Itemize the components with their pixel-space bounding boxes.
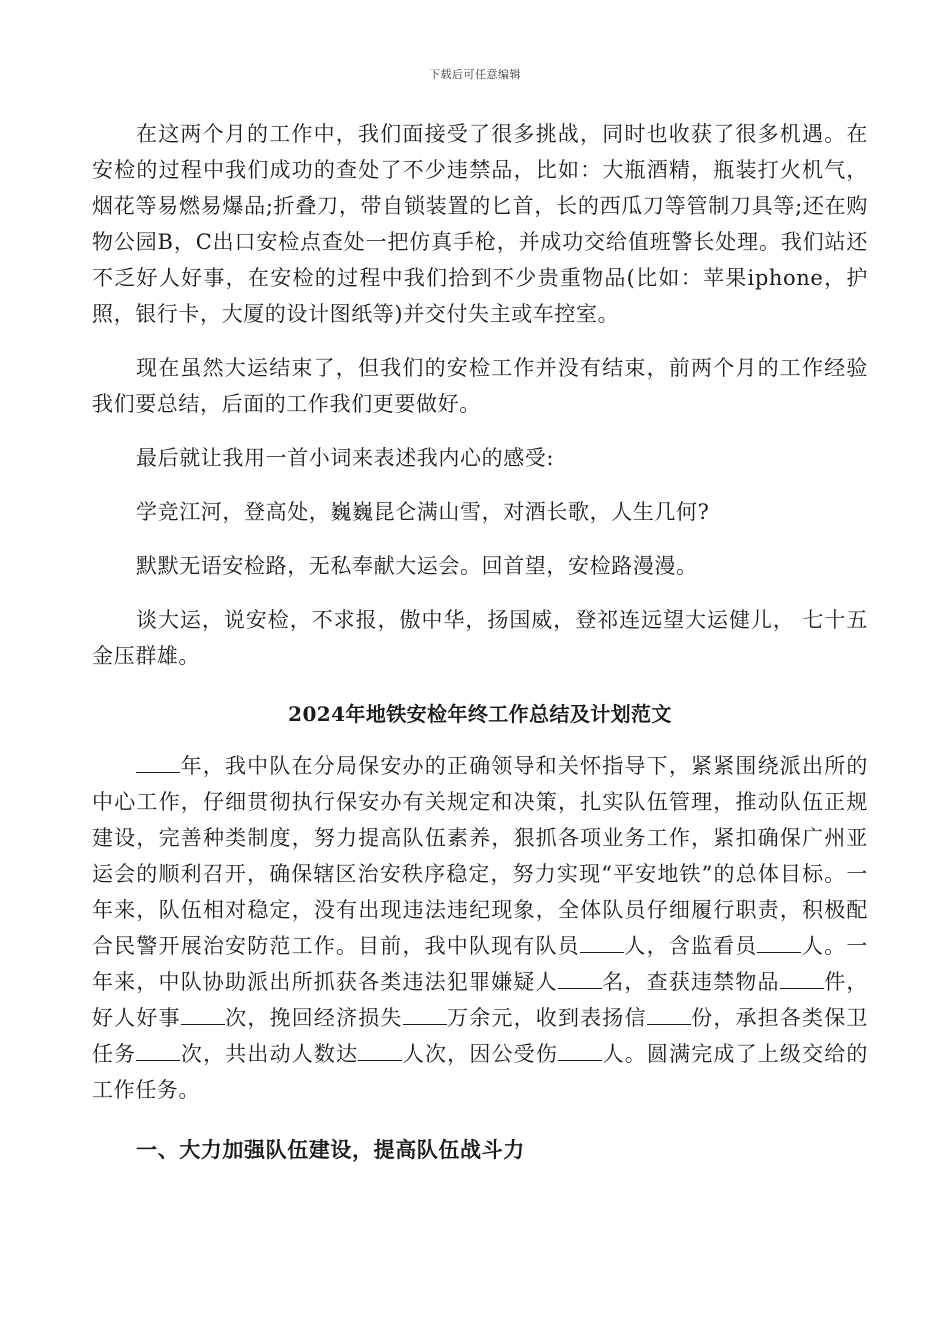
header-note: 下载后可任意编辑	[429, 68, 521, 81]
document-body	[92, 116, 868, 1168]
paragraph-challenges: 在这两个月的工作中，我们面接受了很多挑战，同时也收获了很多机遇。在安检的过程中我们成功的查处了不少违禁品，比如：大瓶酒精，瓶装打火机气，烟花等易燃易爆品;折叠刀，带自锁装置的匕首，长的西瓜刀等管制刀具等;还在购物公园B，C出口安检点查处一把仿真手枪，并成功交给值班警长处理。我们站还不乏好人好事，在安检的过程中我们拾到不少贵重物品(比如：苹果iphone，护照，银行卡，大厦的设计图纸等)并交付失主或车控室。	[92, 122, 868, 326]
summary-text-7: 万余元，收到表扬信	[446, 1006, 647, 1030]
summary-text-10: 人次，因公受伤	[402, 1042, 558, 1066]
section-heading-1: 一、大力加强队伍建设，提高队伍战斗力	[136, 1137, 525, 1162]
summary-text-5: 件，好人好事	[92, 970, 868, 1030]
summary-text-9: 次，共出动人数达	[180, 1042, 359, 1066]
fill-blank	[136, 1040, 180, 1061]
fill-blank	[181, 1004, 225, 1025]
poem-line-1: 学竞江河，登高处，巍巍昆仑满山雪，对酒长歌，人生几何?	[136, 500, 710, 524]
summary-text-2: 人，含监看员	[623, 934, 758, 958]
fill-blank	[580, 932, 624, 953]
summary-text-11: 人。圆满完成了上级交给的工作任务。	[92, 1042, 869, 1102]
poem-line-3: 谈大运，说安检，不求报，傲中华，扬国威，登祁连远望大运健儿， 七十五金压群雄。	[92, 608, 868, 668]
fill-blank	[647, 1004, 691, 1025]
summary-paragraph	[92, 748, 868, 1108]
poem-line-2: 默默无语安检路，无私奉献大运会。回首望，安检路漫漫。	[136, 554, 698, 578]
fill-blank	[757, 932, 801, 953]
section-title: 2024年地铁安检年终工作总结及计划范文	[288, 702, 672, 726]
summary-text-3: 人。一年来，中队协助派出所抓获各类违法犯罪嫌疑人	[92, 934, 868, 994]
fill-blank	[558, 968, 602, 989]
fill-blank	[136, 752, 180, 773]
fill-blank	[558, 1040, 602, 1061]
paragraph-conclusion: 现在虽然大运结束了，但我们的安检工作并没有结束，前两个月的工作经验我们要总结，后面的工作我们更要做好。	[92, 356, 868, 416]
summary-text-4: 名，查获违禁物品	[601, 970, 780, 994]
summary-text-6: 次，挽回经济损失	[224, 1006, 403, 1030]
fill-blank	[358, 1040, 402, 1061]
summary-text-1: 年，我中队在分局保安办的正确领导和关怀指导下，紧紧围绕派出所的中心工作，仔细贯彻执行保安办有关规定和决策，扎实队伍管理，推动队伍正规建设，完善种类制度，努力提高队伍素养，狠抓各项业务工作，紧扣确保广州亚运会的顺利召开，确保辖区治安秩序稳定，努力实现“平安地铁”的总体目标。一年来，队伍相对稳定，没有出现违法违纪现象，全体队员仔细履行职责，积极配合民警开展治安防范工作。目前，我中队现有队员	[92, 754, 868, 958]
paragraph-poem-intro: 最后就让我用一首小词来表述我内心的感受:	[136, 446, 555, 470]
fill-blank	[780, 968, 824, 989]
summary-text-8: 份，承担各类保卫任务	[92, 1006, 868, 1066]
fill-blank	[403, 1004, 447, 1025]
